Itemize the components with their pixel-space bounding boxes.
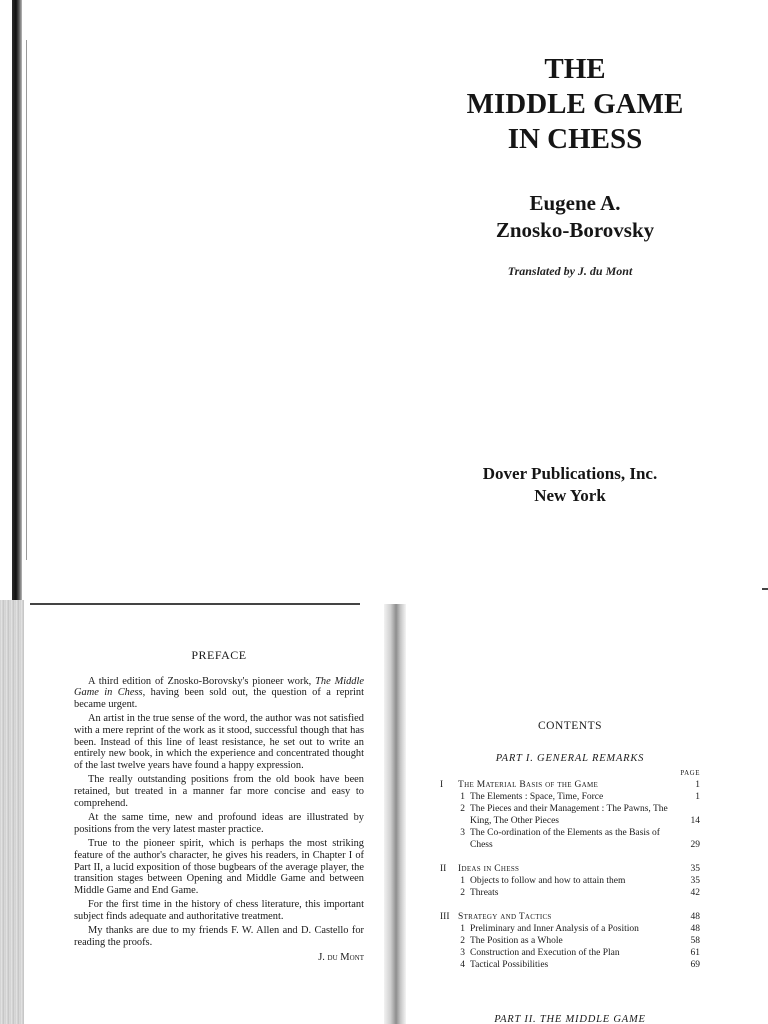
section-title: The Co-ordination of the Elements as the Basis of Chess bbox=[470, 828, 660, 850]
book-author bbox=[430, 190, 720, 244]
part-heading: PART I. GENERAL REMARKS bbox=[495, 753, 645, 764]
section-title: Objects to follow and how to attain them bbox=[470, 876, 626, 886]
chapter-title: Strategy and Tactics bbox=[458, 912, 552, 922]
toc-section bbox=[440, 923, 700, 935]
section-title: Tactical Possibilities bbox=[470, 960, 549, 970]
chapter-number: II bbox=[440, 864, 447, 874]
page-number: 29 bbox=[690, 840, 700, 850]
section-title: The Position as a Whole bbox=[470, 936, 563, 946]
title-line: THE bbox=[544, 53, 606, 85]
chapter-title: The Material Basis of the Game bbox=[458, 780, 599, 790]
preface-paragraph: True to the pioneer spirit, which is perhaps the most striking feature of the author's character, he gives his readers, in Chapter I of Part II, a lucid exposition of those bugbears of the average player, the transition stages between Opening and Middle Game and between Middle Game and End Game. bbox=[74, 838, 364, 896]
preface-paragraph: At the same time, new and profound ideas are illustrated by positions from the very latest master practice. bbox=[74, 812, 364, 835]
publisher bbox=[430, 463, 710, 507]
page-number: 35 bbox=[690, 876, 700, 886]
section-number: 1 bbox=[460, 876, 465, 886]
binding-shadow-line bbox=[26, 40, 27, 560]
toc-chapter bbox=[440, 863, 700, 875]
preface-text: A third edition of Znosko-Borovsky's pioneer work, bbox=[88, 675, 316, 687]
toc-section bbox=[440, 803, 700, 827]
part-heading: PART II. THE MIDDLE GAME bbox=[494, 1014, 646, 1024]
section-number: 4 bbox=[460, 960, 465, 970]
page-stack-edge bbox=[0, 600, 24, 1024]
page-number: 69 bbox=[690, 960, 700, 970]
preface-paragraph: The really outstanding positions from the old book have been retained, but treated in a manner far more concise and easy to comprehend. bbox=[74, 774, 364, 809]
chapter-title: Ideas in Chess bbox=[458, 864, 520, 874]
spacer bbox=[440, 851, 700, 863]
page-top-edge bbox=[30, 603, 360, 605]
book-title-italic: The Middle Game in Chess bbox=[74, 675, 364, 699]
title-line: IN CHESS bbox=[507, 123, 643, 155]
toc-chapter bbox=[440, 911, 700, 923]
chapter-number: III bbox=[440, 912, 450, 922]
preface-paragraph: For the first time in the history of chess literature, this important subject finds adequate and authoritative treatment. bbox=[74, 899, 364, 922]
section-number: 1 bbox=[460, 924, 465, 934]
book-binding-edge bbox=[12, 0, 22, 600]
contents-page bbox=[440, 720, 700, 971]
page-number: 1 bbox=[695, 780, 700, 790]
toc-chapter bbox=[440, 779, 700, 791]
book-title bbox=[430, 52, 720, 157]
section-title: Construction and Execution of the Plan bbox=[470, 948, 620, 958]
publisher-city: New York bbox=[534, 486, 606, 505]
section-title: The Elements : Space, Time, Force bbox=[470, 792, 604, 802]
preface-text: , having been sold out, the question of a reprint became urgent. bbox=[74, 687, 365, 710]
preface-paragraph: My thanks are due to my friends F. W. Allen and D. Castello for reading the proofs. bbox=[74, 925, 364, 949]
page-number: 58 bbox=[690, 936, 700, 946]
preface-heading: PREFACE bbox=[191, 648, 247, 662]
section-number: 2 bbox=[460, 888, 465, 898]
toc-section bbox=[440, 875, 700, 887]
preface-signature: J. du Mont bbox=[318, 951, 364, 963]
section-title: Preliminary and Inner Analysis of a Position bbox=[470, 924, 639, 934]
toc-section bbox=[440, 887, 700, 899]
translator-credit: Translated by J. du Mont bbox=[507, 264, 633, 278]
toc-section bbox=[440, 935, 700, 947]
page-number: 14 bbox=[690, 816, 700, 826]
page-number: 48 bbox=[690, 912, 700, 922]
section-number: 2 bbox=[460, 804, 465, 814]
page-number: 35 bbox=[690, 864, 700, 874]
page-number: 61 bbox=[690, 948, 700, 958]
section-number: 1 bbox=[460, 792, 465, 802]
title-line: MIDDLE GAME bbox=[466, 88, 684, 120]
preface-paragraph: An artist in the true sense of the word, the author was not satisfied with a mere reprint of the work as it stood, successful though that has been. Instead of this line of least resistance, he set out to write an entirely new book, in which the experience and concentrated thought of the last twelve years have found a happy expression. bbox=[74, 713, 364, 771]
contents-heading: CONTENTS bbox=[537, 720, 603, 732]
author-line: Znosko-Borovsky bbox=[495, 218, 655, 242]
page-number: 42 bbox=[690, 888, 700, 898]
section-number: 2 bbox=[460, 936, 465, 946]
section-title: Threats bbox=[470, 888, 499, 898]
page-column-label: PAGE bbox=[680, 769, 700, 777]
page-number: 1 bbox=[695, 792, 700, 802]
page-edge-mark bbox=[762, 588, 768, 590]
section-number: 3 bbox=[460, 828, 465, 838]
toc-section bbox=[440, 947, 700, 959]
page-number: 48 bbox=[690, 924, 700, 934]
spacer bbox=[440, 899, 700, 911]
preface-page bbox=[74, 650, 364, 963]
chapter-number: I bbox=[440, 780, 444, 790]
toc-section bbox=[440, 959, 700, 971]
toc-section bbox=[440, 791, 700, 803]
publisher-name: Dover Publications, Inc. bbox=[482, 464, 658, 483]
author-line: Eugene A. bbox=[529, 191, 621, 215]
section-number: 3 bbox=[460, 948, 465, 958]
toc-section bbox=[440, 827, 700, 851]
section-title: The Pieces and their Management : The Pawns, The King, The Other Pieces bbox=[470, 804, 668, 826]
spine-gutter bbox=[384, 604, 406, 1024]
preface-paragraph bbox=[74, 676, 364, 711]
